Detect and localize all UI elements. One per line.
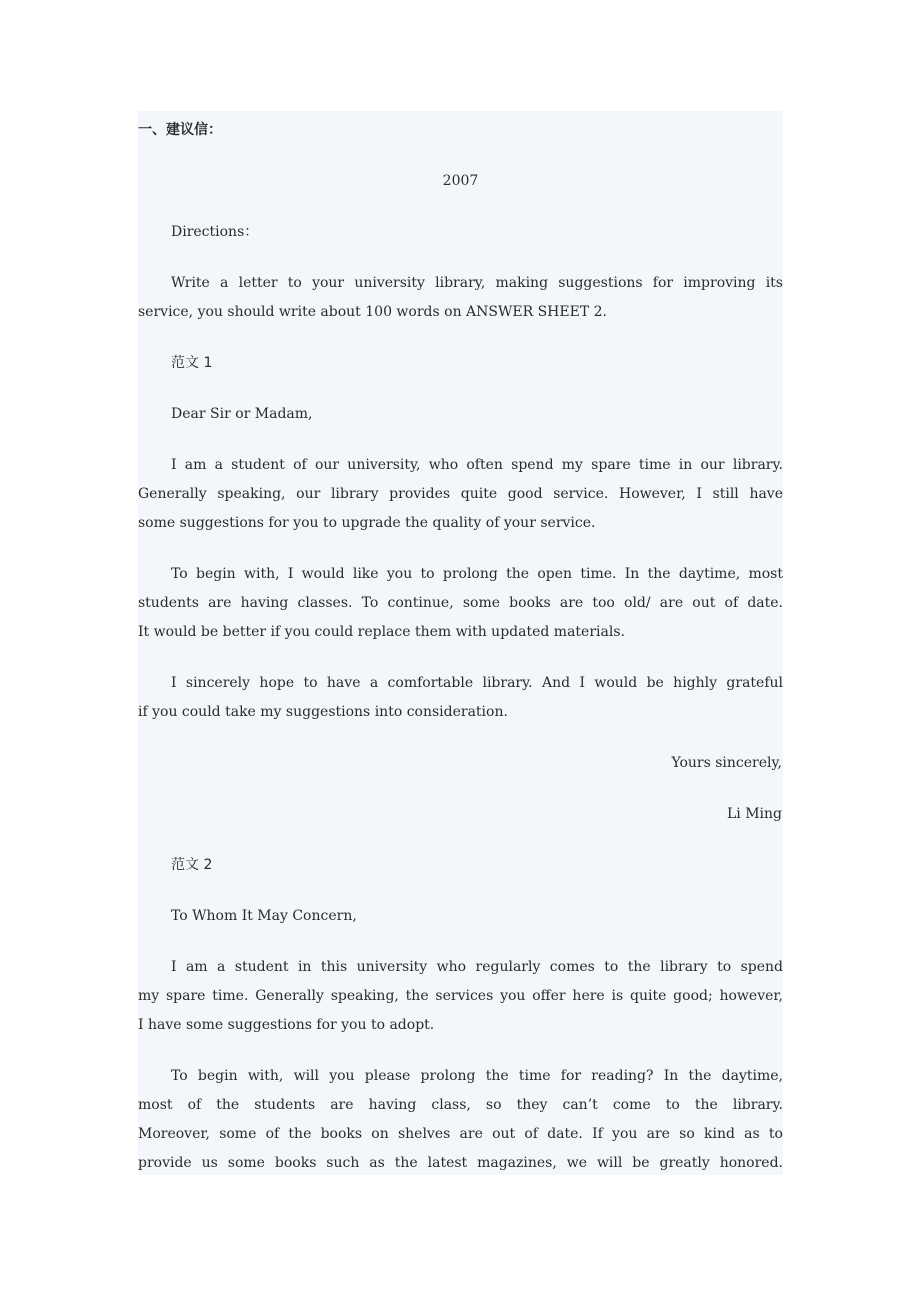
directions-label: Directions：	[171, 224, 259, 240]
paragraph-line: provide us some books such as the latest magazines, we will be greatly honored.	[138, 1155, 783, 1171]
paragraph-line: I sincerely hope to have a comfortable library. And I would be highly grateful	[171, 675, 783, 691]
closing: Yours sincerely,	[671, 755, 782, 771]
paragraph-line: students are having classes. To continue, some books are too old/ are out of date.	[138, 595, 783, 611]
paragraph-line: I am a student in this university who regularly comes to the library to spend	[171, 959, 783, 975]
directions-line: Write a letter to your university library, making suggestions for improving its	[171, 275, 783, 291]
paragraph-line: most of the students are having class, so they can’t come to the library.	[138, 1097, 783, 1113]
signature: Li Ming	[726, 806, 782, 822]
paragraph-line: my spare time. Generally speaking, the services you offer here is quite good; however,	[138, 988, 783, 1004]
paragraph-line: I am a student of our university, who often spend my spare time in our library.	[171, 457, 783, 473]
sample-label: 范文 2	[171, 857, 213, 873]
paragraph-line: It would be better if you could replace them with updated materials.	[138, 624, 625, 640]
paragraph-line: I have some suggestions for you to adopt.	[138, 1017, 435, 1033]
salutation: To Whom It May Concern,	[171, 908, 357, 924]
paragraph-line: Moreover, some of the books on shelves are out of date. If you are so kind as to	[138, 1126, 783, 1142]
year-title: 2007	[442, 173, 479, 189]
paragraph-line: To begin with, will you please prolong the time for reading? In the daytime,	[171, 1068, 783, 1084]
paragraph-line: To begin with, I would like you to prolong the open time. In the daytime, most	[171, 566, 783, 582]
paragraph-line: some suggestions for you to upgrade the quality of your service.	[138, 515, 596, 531]
section-heading: 一、建议信：	[138, 122, 222, 138]
salutation: Dear Sir or Madam,	[171, 406, 313, 422]
directions-line: service, you should write about 100 words on ANSWER SHEET 2.	[138, 304, 607, 320]
paragraph-line: Generally speaking, our library provides quite good service. However, I still have	[138, 486, 783, 502]
sample-label: 范文 1	[171, 355, 213, 371]
paragraph-line: if you could take my suggestions into consideration.	[138, 704, 508, 720]
